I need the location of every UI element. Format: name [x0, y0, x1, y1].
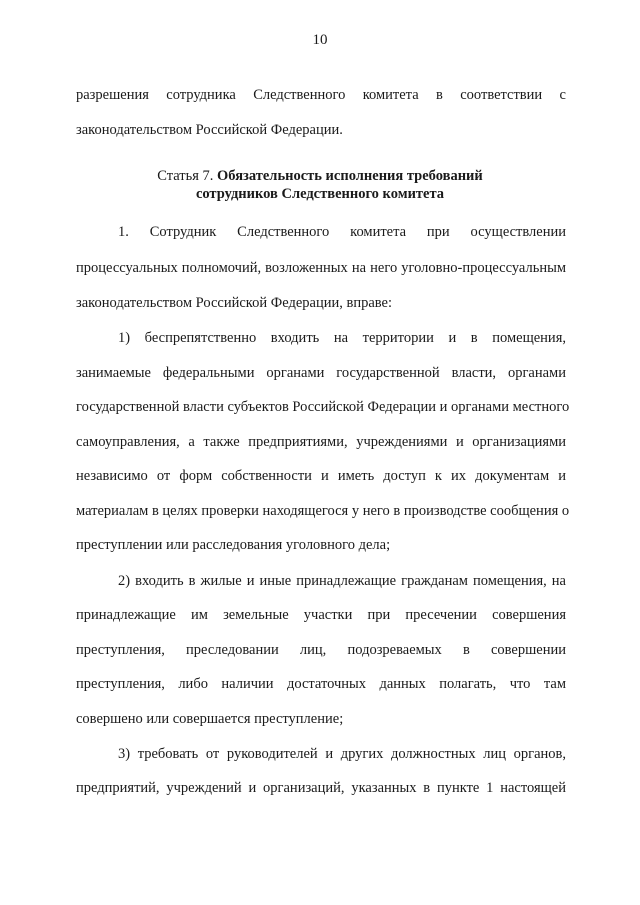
- article-prefix: Статья 7.: [157, 168, 214, 184]
- item1-line-6: материалам в целях проверки находящегося у него в производстве сообщения о: [76, 503, 570, 519]
- item1-line-2: занимаемые федеральными органами государственной власти, органами: [76, 365, 566, 381]
- page-number: 10: [312, 32, 328, 48]
- article-heading: [0, 167, 640, 185]
- item1-line-4: самоуправления, а также предприятиями, учреждениями и организациями: [76, 434, 566, 450]
- article-title-line-2: сотрудников Следственного комитета: [195, 186, 445, 202]
- item2-line-5: совершено или совершается преступление;: [76, 711, 344, 727]
- continuation-line-1: разрешения сотрудника Следственного комитета в соответствии с: [76, 87, 566, 103]
- paragraph1-line-1: 1. Сотрудник Следственного комитета при осуществлении: [118, 224, 566, 240]
- paragraph1-line-2: процессуальных полномочий, возложенных на него уголовно-процессуальным: [76, 260, 566, 276]
- item2-line-1: 2) входить в жилые и иные принадлежащие гражданам помещения, на: [118, 573, 566, 589]
- item3-line-1: 3) требовать от руководителей и других должностных лиц органов,: [118, 746, 566, 762]
- item2-line-4: преступления, либо наличии достаточных данных полагать, что там: [76, 676, 566, 692]
- continuation-line-2: законодательством Российской Федерации.: [76, 122, 343, 138]
- item1-line-7: преступлении или расследования уголовного дела;: [76, 537, 391, 553]
- paragraph1-line-3: законодательством Российской Федерации, вправе:: [76, 295, 392, 311]
- item1-line-5: независимо от форм собственности и иметь доступ к их документам и: [76, 468, 566, 484]
- item3-line-2: предприятий, учреждений и организаций, указанных в пункте 1 настоящей: [76, 780, 566, 796]
- item2-line-3: преступления, преследовании лиц, подозреваемых в совершении: [76, 642, 566, 658]
- item1-line-1: 1) беспрепятственно входить на территории и в помещения,: [118, 330, 566, 346]
- article-heading-line-2: [0, 185, 640, 203]
- item1-line-3: государственной власти субъектов Российской Федерации и органами местного: [76, 399, 570, 415]
- article-title-line-1: Обязательность исполнения требований: [217, 168, 483, 184]
- item2-line-2: принадлежащие им земельные участки при пресечении совершения: [76, 607, 566, 623]
